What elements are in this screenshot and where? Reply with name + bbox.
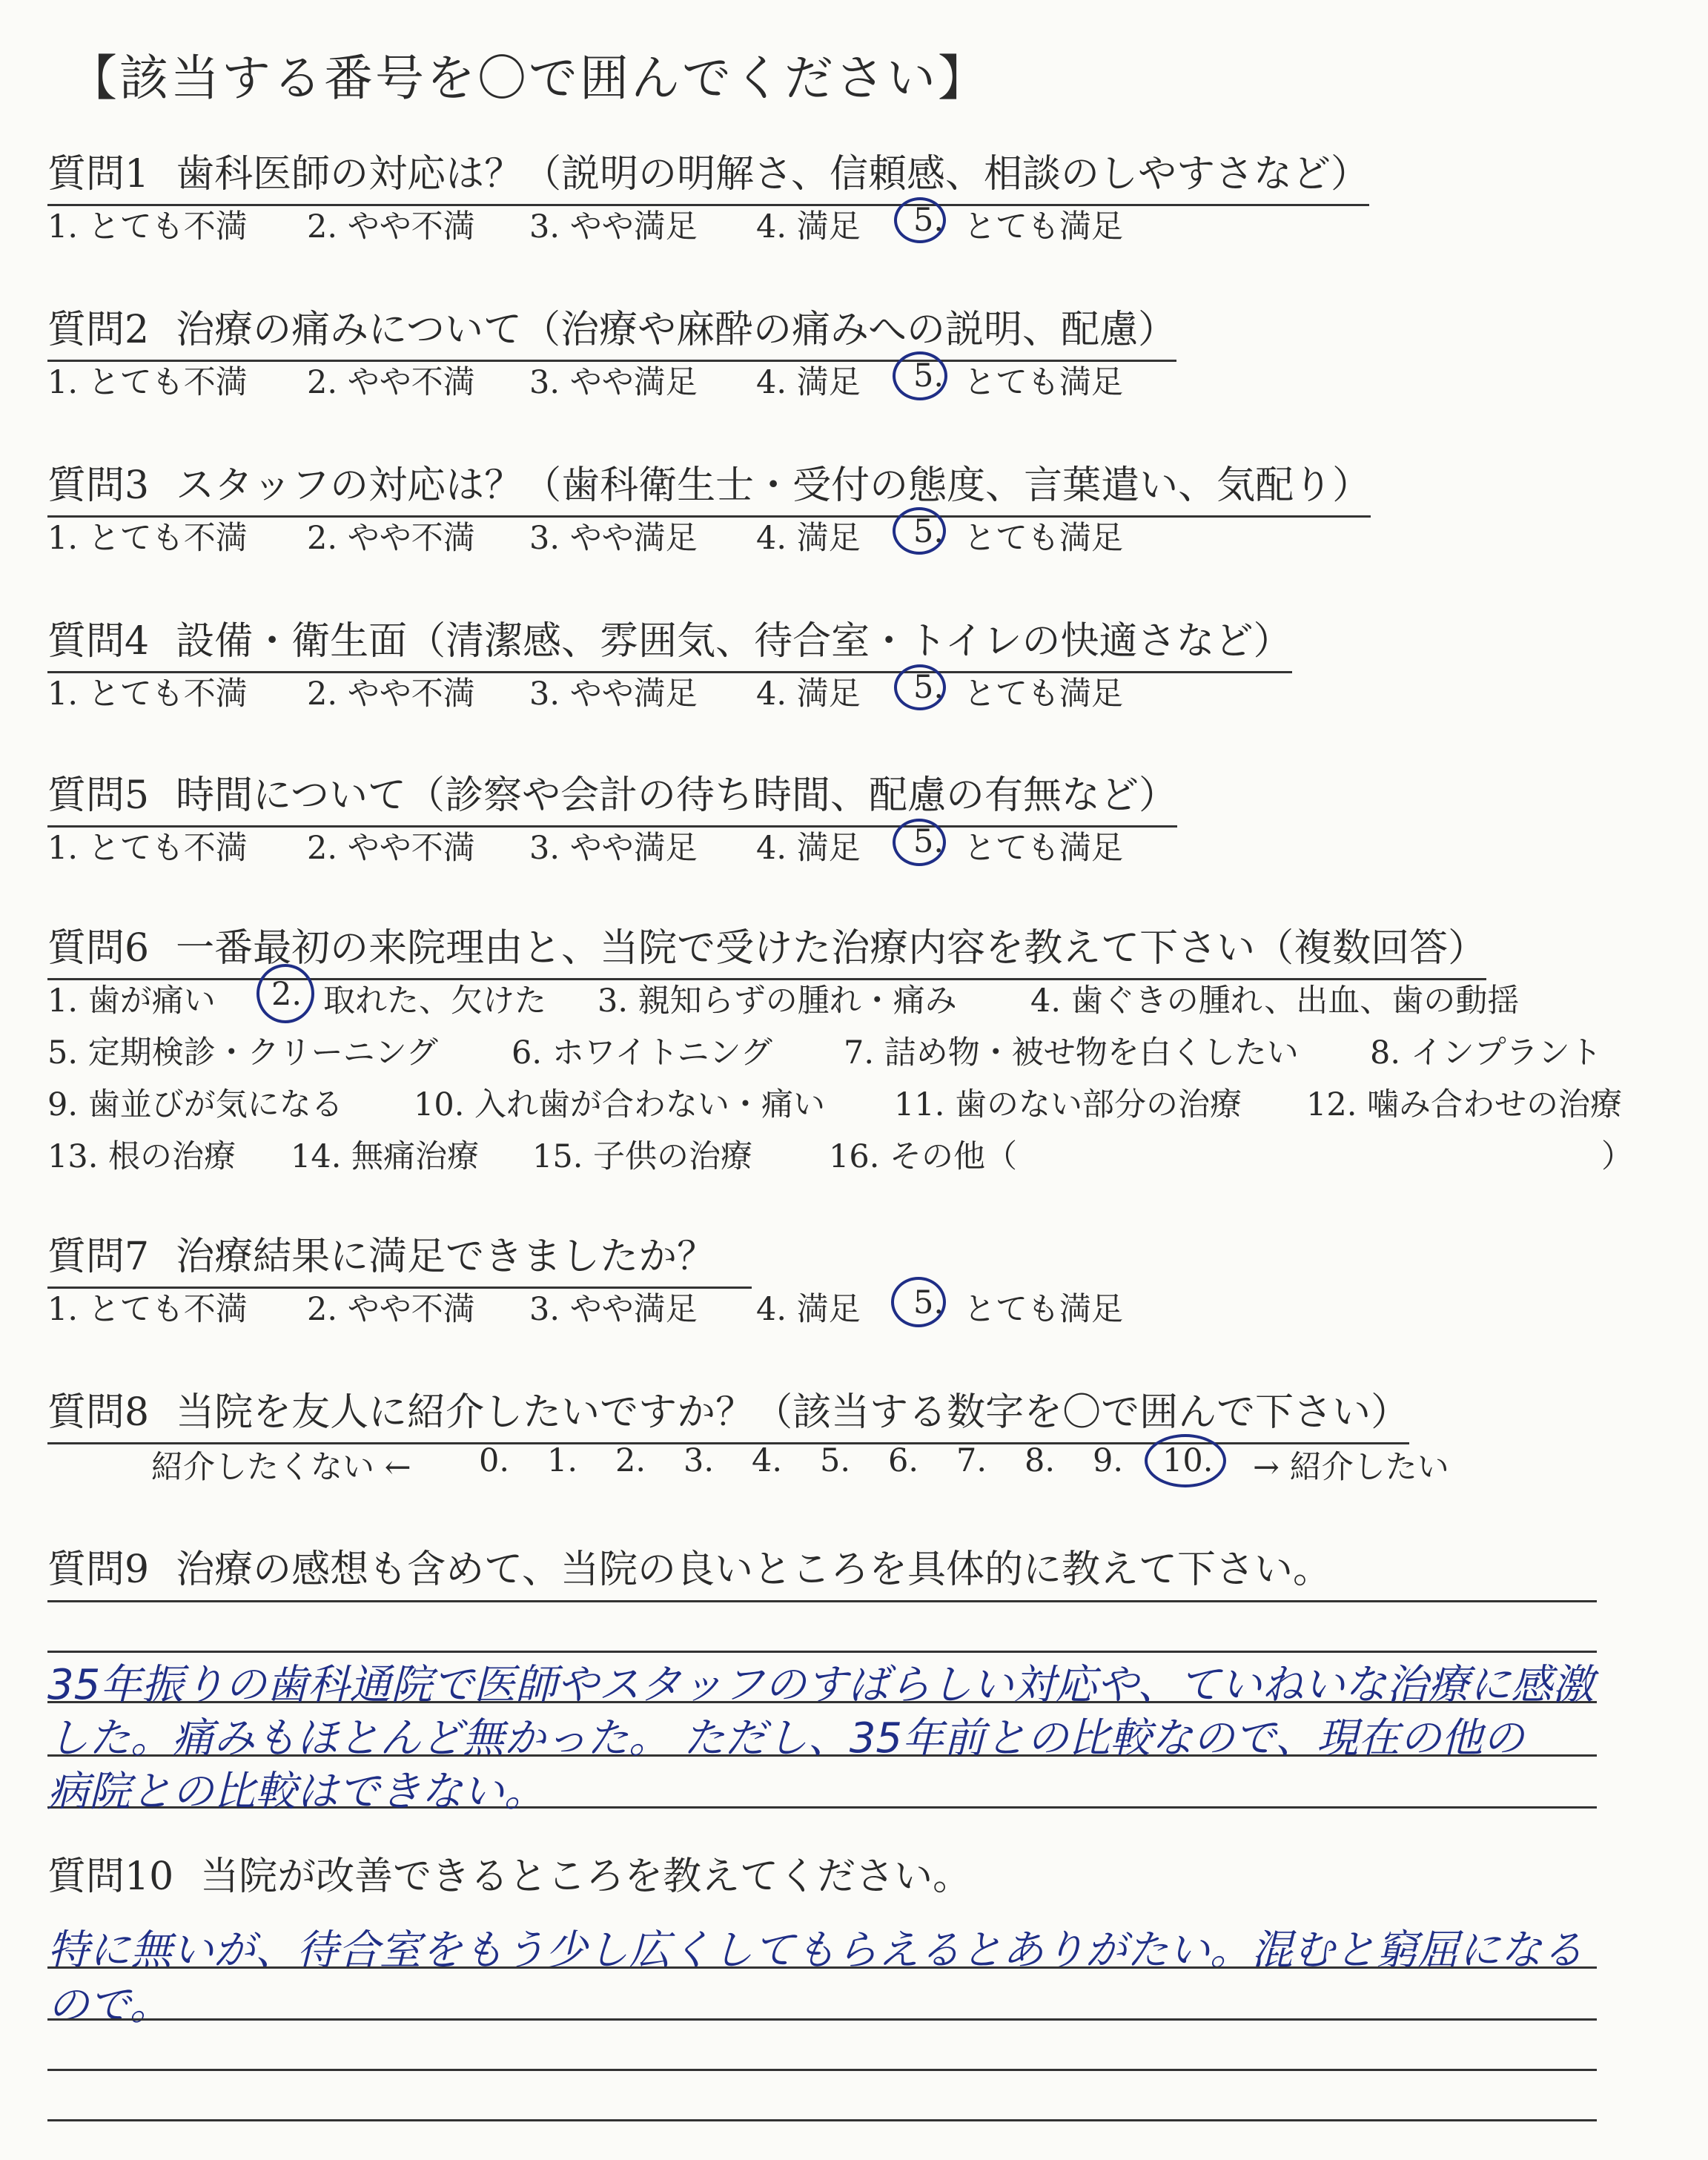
option-5-label: とても満足 bbox=[964, 364, 1123, 401]
question-2-heading bbox=[47, 298, 1176, 362]
question-7-heading bbox=[47, 1225, 752, 1289]
q9-handwritten-line-3: 病院との比較はできない。 bbox=[47, 1768, 546, 1816]
option-1[interactable]: 1. とても不満 bbox=[47, 364, 248, 401]
option-12[interactable]: 12. 噛み合わせの治療 bbox=[1306, 1086, 1623, 1123]
option-9[interactable]: 9. 歯並びが気になる bbox=[47, 1086, 343, 1123]
option-5-label: とても満足 bbox=[964, 520, 1123, 557]
option-2[interactable]: 2. bbox=[271, 976, 302, 1013]
option-3[interactable]: 3. やや満足 bbox=[529, 364, 698, 401]
scale-6[interactable]: 6. bbox=[888, 1442, 919, 1479]
question-text: 治療結果に満足できましたか？ bbox=[176, 1235, 716, 1279]
option-6[interactable]: 6. ホワイトニング bbox=[512, 1034, 772, 1071]
option-16-close-paren: ） bbox=[1601, 1138, 1633, 1175]
option-4[interactable]: 4. 満足 bbox=[756, 676, 861, 713]
scale-4[interactable]: 4. bbox=[752, 1442, 783, 1479]
scale-0[interactable]: 0. bbox=[479, 1442, 510, 1479]
option-5-label: とても満足 bbox=[964, 208, 1123, 245]
option-5[interactable]: 5. bbox=[913, 1284, 944, 1321]
answer-circle-q2 bbox=[893, 351, 947, 400]
question-1-heading bbox=[47, 142, 1369, 206]
option-16[interactable]: 16. その他（ bbox=[829, 1138, 1018, 1175]
option-3[interactable]: 3. 親知らずの腫れ・痛み bbox=[598, 982, 957, 1020]
option-2[interactable]: 2. やや不満 bbox=[307, 830, 475, 867]
answer-line bbox=[47, 1600, 1597, 1602]
option-4[interactable]: 4. 満足 bbox=[756, 364, 861, 401]
question-number: 質問9 bbox=[47, 1548, 150, 1592]
option-5-label: とても満足 bbox=[964, 676, 1123, 713]
scale-10[interactable]: 10. bbox=[1162, 1442, 1214, 1479]
option-5[interactable]: 5. 定期検診・クリーニング bbox=[47, 1034, 438, 1071]
option-5[interactable]: 5. bbox=[913, 513, 944, 550]
question-text: スタッフの対応は？（歯科衛生士・受付の態度、言葉遣い、気配り） bbox=[176, 463, 1371, 508]
option-1[interactable]: 1. とても不満 bbox=[47, 1291, 248, 1328]
scale-8[interactable]: 8. bbox=[1025, 1442, 1056, 1479]
answer-line bbox=[47, 1966, 1597, 1969]
question-number: 質問5 bbox=[47, 773, 150, 818]
option-4[interactable]: 4. 満足 bbox=[756, 520, 861, 557]
option-11[interactable]: 11. 歯のない部分の治療 bbox=[894, 1086, 1242, 1123]
question-9-heading bbox=[47, 1538, 1331, 1599]
answer-circle-q1 bbox=[894, 197, 946, 243]
scale-9[interactable]: 9. bbox=[1093, 1442, 1124, 1479]
question-text: 当院が改善できるところを教えてください。 bbox=[200, 1855, 972, 1899]
question-10-heading bbox=[47, 1845, 971, 1906]
option-8[interactable]: 8. インプラント bbox=[1370, 1034, 1602, 1071]
question-number: 質問8 bbox=[47, 1390, 150, 1435]
scale-5[interactable]: 5. bbox=[820, 1442, 851, 1479]
option-14[interactable]: 14. 無痛治療 bbox=[291, 1138, 480, 1175]
option-3[interactable]: 3. やや満足 bbox=[529, 520, 698, 557]
option-1[interactable]: 1. とても不満 bbox=[47, 208, 248, 245]
question-8-heading bbox=[47, 1381, 1409, 1444]
question-text: 治療の痛みについて（治療や麻酔の痛みへの説明、配慮） bbox=[176, 308, 1177, 352]
option-3[interactable]: 3. やや満足 bbox=[529, 1291, 698, 1328]
question-6-options-row-2 bbox=[47, 1028, 1671, 1074]
option-5[interactable]: 5. bbox=[913, 202, 944, 239]
scale-right-label: → 紹介したい bbox=[1253, 1449, 1449, 1486]
option-2[interactable]: 2. やや不満 bbox=[307, 208, 475, 245]
option-4[interactable]: 4. 満足 bbox=[756, 1291, 861, 1328]
q10-handwritten-line-1: 特に無いが、待合室をもう少し広くしてもらえるとありがたい。混むと窮屈になる bbox=[47, 1926, 1583, 1975]
answer-circle-q5 bbox=[893, 819, 946, 866]
question-text: 時間について（診察や会計の待ち時間、配慮の有無など） bbox=[176, 773, 1178, 818]
question-text: 設備・衛生面（清潔感、雰囲気、待合室・トイレの快適さなど） bbox=[176, 619, 1292, 664]
question-5-heading bbox=[47, 764, 1177, 828]
answer-line bbox=[47, 2119, 1597, 2121]
question-number: 質問2 bbox=[47, 308, 150, 352]
option-2[interactable]: 2. やや不満 bbox=[307, 520, 475, 557]
answer-circle-q7 bbox=[891, 1277, 946, 1327]
answer-line bbox=[47, 2018, 1597, 2021]
answer-line bbox=[47, 2069, 1597, 2071]
scale-3[interactable]: 3. bbox=[683, 1442, 715, 1479]
question-text: 歯科医師の対応は？（説明の明解さ、信頼感、相談のしやすさなど） bbox=[176, 152, 1370, 196]
option-2[interactable]: 2. やや不満 bbox=[307, 364, 475, 401]
option-1[interactable]: 1. 歯が痛い bbox=[47, 982, 216, 1020]
option-13[interactable]: 13. 根の治療 bbox=[47, 1138, 236, 1175]
option-15[interactable]: 15. 子供の治療 bbox=[532, 1138, 753, 1175]
option-4[interactable]: 4. 満足 bbox=[756, 830, 861, 867]
question-number: 質問3 bbox=[47, 463, 150, 508]
option-5[interactable]: 5. bbox=[913, 823, 944, 860]
q10-handwritten-line-2: ので。 bbox=[47, 1981, 171, 2029]
scale-1[interactable]: 1. bbox=[547, 1442, 578, 1479]
option-1[interactable]: 1. とても不満 bbox=[47, 520, 248, 557]
option-10[interactable]: 10. 入れ歯が合わない・痛い bbox=[414, 1086, 826, 1123]
question-number: 質問1 bbox=[47, 152, 150, 196]
question-text: 一番最初の来院理由と、当院で受けた治療内容を教えて下さい（複数回答） bbox=[176, 926, 1487, 971]
option-5-label: とても満足 bbox=[964, 1291, 1123, 1328]
answer-circle-q3 bbox=[893, 507, 946, 555]
answer-circle-q8 bbox=[1145, 1434, 1226, 1487]
option-4[interactable]: 4. 歯ぐきの腫れ、出血、歯の動揺 bbox=[1030, 982, 1520, 1020]
question-6-options-row-3 bbox=[47, 1080, 1671, 1126]
question-3-heading bbox=[47, 454, 1371, 518]
scale-left-label: 紹介したくない ← bbox=[151, 1449, 411, 1486]
question-text: 当院を友人に紹介したいですか？（該当する数字を〇で囲んで下さい） bbox=[176, 1390, 1410, 1435]
option-3[interactable]: 3. やや満足 bbox=[529, 676, 698, 713]
question-6-heading bbox=[47, 916, 1486, 980]
option-2[interactable]: 2. やや不満 bbox=[307, 676, 475, 713]
question-number: 質問10 bbox=[47, 1855, 174, 1899]
option-1[interactable]: 1. とても不満 bbox=[47, 676, 248, 713]
answer-circle-q6 bbox=[256, 964, 314, 1023]
q9-handwritten-line-2: した。痛みもほとんど無かった。 ただし、35年前との比較なので、現在の他の bbox=[47, 1714, 1524, 1763]
q9-handwritten-line-1: 35年振りの歯科通院で医師やスタッフのすばらしい対応や、ていねいな治療に感激 bbox=[47, 1661, 1595, 1709]
question-text: 治療の感想も含めて、当院の良いところを具体的に教えて下さい。 bbox=[176, 1548, 1332, 1592]
option-2-label: 取れた、欠けた bbox=[323, 982, 546, 1020]
option-4[interactable]: 4. 満足 bbox=[756, 208, 861, 245]
question-number: 質問7 bbox=[47, 1235, 150, 1279]
option-1[interactable]: 1. とても不満 bbox=[47, 830, 248, 867]
option-5-label: とても満足 bbox=[964, 830, 1123, 867]
question-6-options-row-4 bbox=[47, 1132, 1671, 1178]
page-title: 【該当する番号を〇で囲んでください】 bbox=[68, 50, 989, 107]
question-number: 質問6 bbox=[47, 926, 150, 971]
option-5[interactable]: 5. bbox=[913, 357, 944, 394]
option-2[interactable]: 2. やや不満 bbox=[307, 1291, 475, 1328]
scale-2[interactable]: 2. bbox=[615, 1442, 646, 1479]
option-3[interactable]: 3. やや満足 bbox=[529, 208, 698, 245]
option-5[interactable]: 5. bbox=[913, 669, 944, 706]
option-7[interactable]: 7. 詰め物・被せ物を白くしたい bbox=[844, 1034, 1299, 1071]
question-4-heading bbox=[47, 610, 1292, 673]
answer-circle-q4 bbox=[894, 664, 946, 710]
question-number: 質問4 bbox=[47, 619, 150, 664]
scale-7[interactable]: 7. bbox=[956, 1442, 987, 1479]
option-3[interactable]: 3. やや満足 bbox=[529, 830, 698, 867]
